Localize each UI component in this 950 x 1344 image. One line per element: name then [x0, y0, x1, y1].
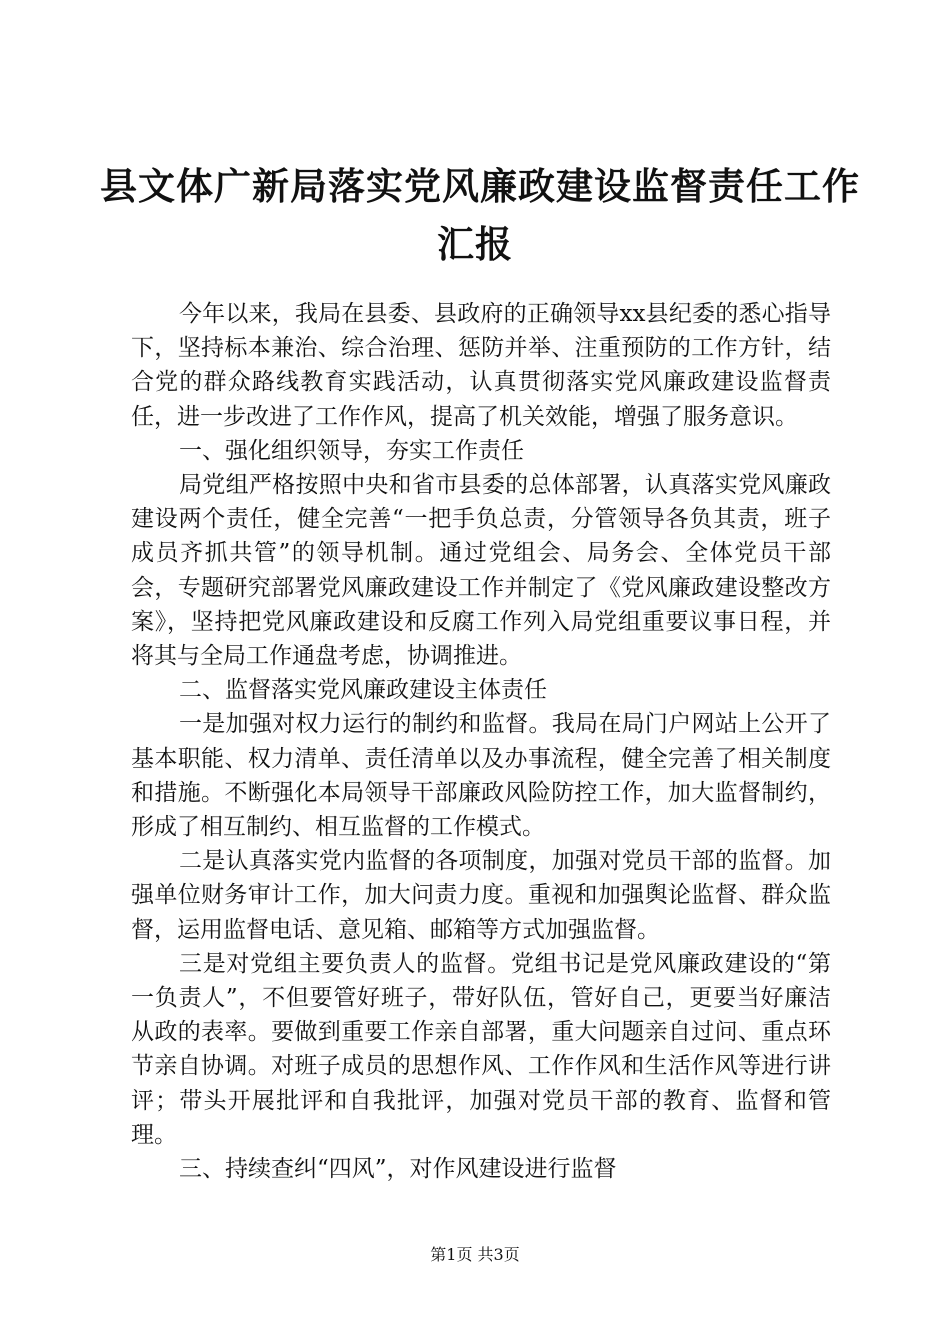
intro-paragraph: 今年以来，我局在县委、县政府的正确领导xx县纪委的悉心指导下，坚持标本兼治、综合治理、惩防并举、注重预防的工作方针，结合党的群众路线教育实践活动，认真贯彻落实党风廉政建设监督责任，进一步改进了工作作风，提高了机关效能，增强了服务意识。 [131, 301, 831, 430]
section-heading-2: 二、监督落实党风廉政建设主体责任 [179, 677, 547, 704]
body-paragraph: 二是认真落实党内监督的各项制度，加强对党员干部的监督。加强单位财务审计工作，加大问责力度。重视和加强舆论监督、群众监督，运用监督电话、意见箱、邮箱等方式加强监督。 [131, 848, 831, 943]
section-heading-1: 一、强化组织领导，夯实工作责任 [179, 437, 524, 464]
document-body [131, 297, 831, 1186]
document-title: 县文体广新局落实党风廉政建设监督责任工作 [100, 164, 860, 208]
document-title-continued: 汇报 [437, 222, 513, 266]
body-paragraph: 一是加强对权力运行的制约和监督。我局在局门户网站上公开了基本职能、权力清单、责任清单以及办事流程，健全完善了相关制度和措施。不断强化本局领导干部廉政风险防控工作，加大监督制约，形成了相互制约、相互监督的工作模式。 [131, 711, 831, 841]
body-paragraph: 三是对党组主要负责人的监督。党组书记是党风廉政建设的“第一负责人”，不但要管好班子，带好队伍，管好自己，更要当好廉洁从政的表率。要做到重要工作亲自部署，重大问题亲自过问、重点环节亲自协调。对班子成员的思想作风、工作作风和生活作风等进行讲评；带头开展批评和自我批评，加强对党员干部的教育、监督和管理。 [131, 950, 831, 1148]
body-paragraph: 局党组严格按照中央和省市县委的总体部署，认真落实党风廉政建设两个责任，健全完善“一把手负总责，分管领导各负其责，班子成员齐抓共管”的领导机制。通过党组会、局务会、全体党员干部会，专题研究部署党风廉政建设工作并制定了《党风廉政建设整改方案》，坚持把党风廉政建设和反腐工作列入局党组重要议事日程，并将其与全局工作通盘考虑，协调推进。 [131, 472, 831, 670]
page-number-footer: 第1页 共3页 [430, 1245, 520, 1264]
section-heading-3: 三、持续查纠“四风”，对作风建设进行监督 [179, 1156, 617, 1183]
